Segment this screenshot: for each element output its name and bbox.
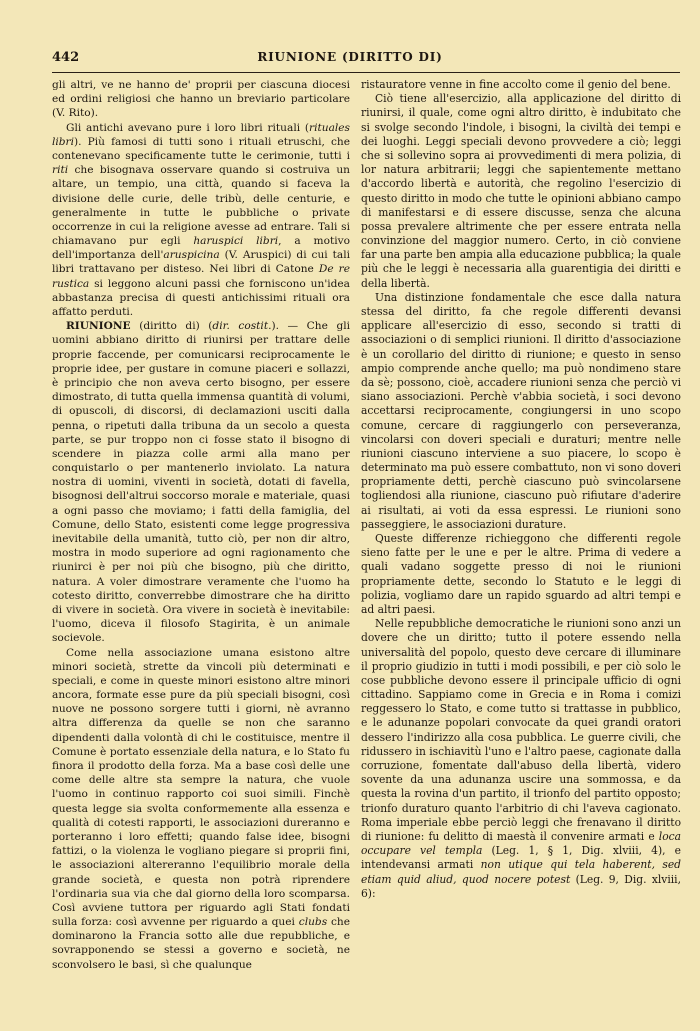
paragraph: Queste differenze richieggono che differenti regole sieno fatte per le une e per le altre. Prima di vedere a quali vadano soggette presso di noi le riunioni propriamente dette, secondo lo Statuto e le leggi di polizia, vogliamo dare un rapido sguardo ad altri tempi e ad altri paesi. — [361, 532, 681, 616]
left-column — [52, 78, 350, 972]
header-rule — [52, 72, 680, 73]
paragraph: Gli antichi avevano pure i loro libri rituali (rituales libri). Più famosi di tutti sono i rituali etruschi, che contenevano specificamente tutte le cerimonie, tutti i riti che bisognava osservare quando si costruiva un altare, un tempio, una città, quando si faceva la divisione delle curie, delle tribù, delle centurie, e generalmente in tutte le pubbliche o private occorrenze in cui la religione avesse ad entrare. Tali si chiamavano pur egli haruspici libri, a motivo dell'importanza dell'aruspicina (V. Aruspici) di cui tali libri trattavano per disteso. Nei libri di Catone De re rustica si leggono alcuni passi che forniscono un'idea abbastanza precisa di questi antichissimi rituali ora affatto perduti. — [52, 121, 351, 318]
entry-headword: RIUNIONE — [66, 320, 131, 333]
right-column — [361, 78, 681, 901]
paragraph: Ciò tiene all'esercizio, alla applicazione del diritto di riunirsi, il quale, come ogni altro diritto, è indubitato che si svolge secondo l'indole, i bisogni, la civiltà dei tempi e dei luoghi. Leggi speciali devono provvedere a ciò; leggi che si sollevino sopra ai provvedimenti di mera polizia, di lor natura arbitrarii; leggi che sapientemente mettano d'accordo libertà e autorità, che regolino l'esercizio di questo diritto in modo che tutte le opinioni abbiano campo di manifestarsi e di essere discusse, senza che alcuna possa prevalere altrimente che per essere entrata nella convinzione del maggior numero. Certo, in ciò conviene far una parte ben ampia alla educazione pubblica; la quale più che le leggi è necessaria alla guarentigia dei diritti e della libertà. — [361, 92, 681, 290]
paragraph: ristauratore venne in fine accolto come il genio del bene. — [361, 78, 671, 91]
paragraph: Nelle repubbliche democratiche le riunioni sono anzi un dovere che un diritto; tutto il potere essendo nella universalità del popolo, questo deve cercare di illuminare il proprio giudizio in tutti i modi possibili, e per ciò solo le cose pubbliche devono essere il principale ufficio di ogni cittadino. Sappiamo come in Grecia e in Roma i comizi reggessero lo Stato, e come tutto si trattasse in pubblico, e le adunanze popolari convocate da quei grandi oratori dessero l'indirizzo alla cosa pubblica. Le guerre civili, che ridussero in ischiavitù l'uno e l'altro paese, cagionate dalla corruzione, fomentate dall'abuso della libertà, videro sovente da una adunanza uscire una sommossa, e da questa la rovina d'un partito, il trionfo del partito opposto; trionfo duraturo quanto l'arbitrio di chi l'aveva cagionato. Roma imperiale ebbe perciò leggi che frenavano il diritto di riunione: fu delitto di maestà il convenire armati e loca occupare vel templa (Leg. 1, § 1, Dig. xlviii, 4), e intendevansi armati non utique qui tela haberent, sed etiam quid aliud, quod nocere potest (Leg. 9, Dig. xlviii, 6): — [361, 617, 681, 900]
paragraph: gli altri, ve ne hanno de' proprii per ciascuna diocesi ed ordini religiosi che hanno un breviario particolare (V. Rito). — [52, 79, 350, 120]
page-number: 442 — [52, 50, 80, 65]
paragraph: Come nella associazione umana esistono altre minori società, strette da vincoli più determinati e speciali, e come in queste minori esistono altre minori ancora, formate esse pure da più speciali bisogni, così nuove ne possono sorgere tutti i giorni, nè avranno altra differenza da quelle se non che saranno dipendenti dalla volontà di chi le costituisce, mentre il Comune è portato essenziale della natura, e lo Stato fu finora il prodotto della forza. Ma a base così delle une come delle altre sta sempre la natura, che vuole l'uomo in continuo rapporto coi suoi simili. Finchè questa legge sia svolta conformemente alla essenza e qualità di cotesti rapporti, le associazioni dureranno e porteranno i loro effetti; quando false idee, bisogni fattizi, o la violenza le vogliano piegare si proprii fini, le associazioni altereranno l'equilibrio morale della grande società, e questa non potrà riprendere l'ordinaria sua via che dal giorno della loro scomparsa. Così avviene tuttora per riguardo agli Stati fondati sulla forza: così avvenne per riguardo a quei clubs che dominarono la Francia sotto alle due repubbliche, e sovrapponendo se stessi a governo e società, ne sconvolsero le basi, sì che qualunque — [52, 646, 351, 971]
paragraph: Una distinzione fondamentale che esce dalla natura stessa del diritto, fa che regole differenti devansi applicare all'esercizio di esso, secondo si tratti di associazioni o di semplici riunioni. Il diritto d'associazione è un corollario del diritto di riunione; e questo in senso ampio comprende anche quello; ma può nondimeno stare da sè; possono, cioè, accadere riunioni senza che perciò vi siano associazioni. Perchè v'abbia società, i soci devono accettarsi reciprocamente, congiungersi in uno scopo comune, cercare di raggiungerlo con perseveranza, vincolarsi con doveri speciali e duraturi; mentre nelle riunioni ciascuno interviene a suo piacere, lo scopo è determinato ma può essere combattuto, non vi sono doveri propriamente detti, perchè ciascuno può svincolarsene togliendosi alla riunione, ciascuno può rifiutare d'aderire ai risultati, ai voti da essa espressi. Le riunioni sono passeggiere, le associazioni durature. — [361, 290, 681, 531]
entry-paragraph: RIUNIONE (diritto di) (dir. costit.). — Che gli uomini abbiano diritto di riunirsi per trattare delle proprie faccende, per comunicarsi reciprocamente le proprie idee, per gustare in comune piaceri e sollazzi, è principio che non aveva certo bisogno, per essere dimostrato, di tutta quella immensa quantità di volumi, di opuscoli, di discorsi, di declamazioni usciti dalla penna, o ripetuti dalla tribuna da un secolo a questa parte, se pur troppo non ci fosse stato il bisogno di scendere in piazza colle armi alla mano per conquistarlo o per mantenerlo inviolato. La natura nostra di uomini, viventi in società, dotati di favella, bisognosi dell'altrui soccorso morale e materiale, quasi a ogni passo che moviamo; i fatti della famiglia, del Comune, dello Stato, esistenti come legge progressiva inevitabile della umanità, tutto ciò, per non dir altro, mostra in modo superiore ad ogni ragionamento che riunirci è per noi più che bisogno, più che diritto, natura. A voler dimostrare veramente che l'uomo ha cotesto diritto, converrebbe dimostrare che ha diritto di vivere in società. Ora vivere in società è inevitabile: l'uomo, diceva il filosofo Stagirita, è un animale socievole. — [52, 320, 351, 645]
running-title: RIUNIONE (DIRITTO DI) — [257, 50, 443, 64]
running-header — [0, 50, 700, 72]
